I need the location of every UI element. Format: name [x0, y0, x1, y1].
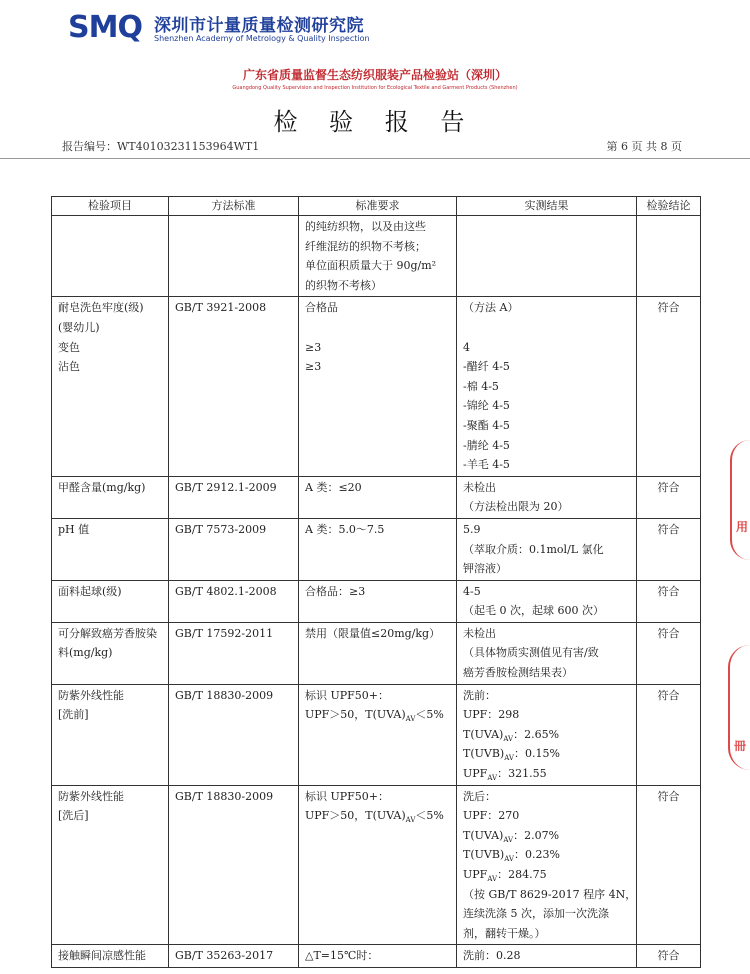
seal-stamp	[730, 440, 750, 560]
cell-conclusion: 符合	[637, 785, 701, 945]
result-line: 4-5	[463, 584, 481, 598]
table-header-row	[52, 197, 701, 216]
cell-method: GB/T 3921-2008	[169, 297, 299, 476]
item-line: 接触瞬间凉感性能	[58, 949, 146, 963]
result-line: $T(UVA)_{AV}$：2.07%	[463, 828, 560, 844]
header-result: 实测结果	[457, 197, 637, 216]
table-row	[52, 476, 701, 518]
result-line: 未检出	[463, 480, 496, 494]
result-line: 未检出	[463, 626, 496, 640]
requirement-line: 标识 UPF50+：	[305, 688, 390, 702]
station-name-cn: 广东省质量监督生态纺织服装产品检验站（深圳）	[242, 68, 507, 82]
cell-requirement	[299, 216, 457, 297]
cell-item	[52, 297, 169, 476]
item-line: 防紫外线性能	[58, 688, 124, 702]
cell-conclusion: 符合	[637, 297, 701, 476]
item-line: [洗后]	[58, 809, 89, 823]
result-line: -羊毛 4-5	[463, 458, 510, 472]
cell-conclusion: 符合	[637, 476, 701, 518]
seal-text: 冊	[734, 739, 747, 753]
result-line: -棉 4-5	[463, 379, 499, 393]
result-line: （方法检出限为 20）	[463, 500, 569, 514]
cell-item	[52, 518, 169, 580]
cell-item	[52, 785, 169, 945]
result-line	[463, 318, 630, 338]
report-number: 报告编号：WT40103231153964WT1	[62, 140, 260, 153]
cell-requirement	[299, 297, 457, 476]
requirement-line: ≥3	[305, 340, 322, 354]
cell-method: GB/T 35263-2017	[169, 945, 299, 968]
result-line: $T(UVB)_{AV}$：0.15%	[463, 747, 560, 763]
result-line: 洗后：	[463, 789, 496, 803]
report-title: 检 验 报 告	[273, 108, 477, 136]
cell-result	[457, 580, 637, 622]
cell-requirement	[299, 684, 457, 785]
item-line: 变色	[58, 340, 80, 354]
header-conclusion: 检验结论	[637, 197, 701, 216]
seal-stamp	[728, 645, 750, 770]
item-line: 可分解致癌芳香胺染	[58, 626, 157, 640]
result-line: 洗前：	[463, 688, 496, 702]
result-line: 4	[463, 340, 470, 354]
cell-item	[52, 476, 169, 518]
table-row	[52, 622, 701, 684]
cell-method	[169, 216, 299, 297]
org-name-cn: 深圳市计量质量检测研究院	[154, 16, 364, 36]
table-row	[52, 216, 701, 297]
cell-requirement	[299, 785, 457, 945]
item-line: pH 值	[58, 522, 90, 536]
cell-item	[52, 216, 169, 297]
item-line: 料(mg/kg)	[58, 646, 113, 660]
header-divider	[0, 158, 750, 159]
header-method: 方法标准	[169, 197, 299, 216]
result-line: UPF：270	[463, 809, 520, 823]
requirement-line: 合格品	[305, 301, 338, 315]
item-line: (婴幼儿)	[58, 320, 100, 334]
requirement-line: UPF＞50，$T(UVA)_{AV}<5\%$	[305, 708, 444, 724]
result-line: $T(UVA)_{AV}$：2.65%	[463, 727, 560, 744]
table-row	[52, 785, 701, 945]
requirement-line: 的纯纺织物，以及由这些	[305, 220, 426, 233]
cell-result	[457, 622, 637, 684]
table-row	[52, 518, 701, 580]
table-row	[52, 297, 701, 476]
cell-method: GB/T 17592-2011	[169, 622, 299, 684]
inspection-table	[51, 196, 701, 968]
cell-item	[52, 580, 169, 622]
result-line: （方法 A）	[463, 301, 519, 315]
result-line: -聚酯 4-5	[463, 418, 510, 432]
requirement-line: A 类：≤20	[305, 480, 362, 494]
cell-result	[457, 785, 637, 945]
item-line: 甲醛含量(mg/kg)	[58, 480, 146, 494]
result-line: $T(UVB)_{AV}$：0.23%	[463, 848, 560, 864]
item-line: 防紫外线性能	[58, 789, 124, 803]
seal-text: 用	[736, 520, 749, 534]
requirement-line: A 类：5.0～7.5	[305, 522, 385, 536]
result-line: 连续洗涤 5 次，添加一次洗涤	[463, 907, 609, 921]
cell-result	[457, 216, 637, 297]
cell-method: GB/T 18830-2009	[169, 785, 299, 945]
item-line: 面料起球(级)	[58, 584, 122, 598]
cell-requirement	[299, 518, 457, 580]
result-line: 5.9	[463, 522, 481, 536]
table-body	[52, 216, 701, 968]
smq-logo-mark: SMQ	[68, 10, 142, 45]
result-line: （起毛 0 次，起球 600 次）	[463, 604, 604, 618]
table-row	[52, 580, 701, 622]
header-requirement: 标准要求	[299, 197, 457, 216]
cell-requirement	[299, 476, 457, 518]
cell-item	[52, 945, 169, 968]
requirement-line: 标识 UPF50+：	[305, 789, 390, 803]
cell-result	[457, 684, 637, 785]
requirement-line: 纤维混纺的织物不考核；	[305, 239, 426, 253]
table-row	[52, 684, 701, 785]
result-line: -锦纶 4-5	[463, 399, 510, 413]
requirement-line: △T=15℃时：	[305, 949, 379, 963]
cell-requirement	[299, 945, 457, 968]
cell-requirement	[299, 622, 457, 684]
item-line: 沾色	[58, 360, 80, 374]
requirement-line: 的织物不考核）	[305, 278, 382, 292]
result-line: （萃取介质：0.1mol/L 氯化	[463, 542, 604, 556]
org-name-en: Shenzhen Academy of Metrology & Quality Inspection	[154, 34, 370, 43]
cell-conclusion	[637, 216, 701, 297]
result-line: UPF：298	[463, 708, 520, 722]
requirement-line: 禁用（限量值≤20mg/kg）	[305, 626, 441, 640]
cell-conclusion: 符合	[637, 684, 701, 785]
item-line: 耐皂洗色牢度(级)	[58, 301, 144, 315]
cell-item	[52, 684, 169, 785]
result-line: $UPF_{AV}$：284.75	[463, 868, 547, 884]
cell-result	[457, 297, 637, 476]
result-line: （具体物质实测值见有害/致	[463, 646, 599, 660]
result-line: 钾溶液）	[463, 562, 507, 576]
requirement-line: ≥3	[305, 360, 322, 374]
item-line: [洗前]	[58, 708, 89, 722]
station-name-en: Guangdong Quality Supervision and Inspection Institution for Ecological Textile and Garment Products (Shenzhen)	[232, 85, 518, 91]
cell-result	[457, 945, 637, 968]
cell-requirement	[299, 580, 457, 622]
cell-item	[52, 622, 169, 684]
result-line: 癌芳香胺检测结果表）	[463, 666, 573, 680]
cell-method: GB/T 4802.1-2008	[169, 580, 299, 622]
cell-method: GB/T 2912.1-2009	[169, 476, 299, 518]
requirement-line	[305, 318, 450, 338]
result-line: -醋纤 4-5	[463, 360, 510, 374]
header-item: 检验项目	[52, 197, 169, 216]
result-line: 洗前：0.28	[463, 949, 521, 963]
page-indicator: 第 6 页 共 8 页	[606, 140, 682, 153]
result-line: $UPF_{AV}$：321.55	[463, 767, 547, 783]
cell-result	[457, 476, 637, 518]
result-line: -腈纶 4-5	[463, 438, 510, 452]
org-logo	[68, 8, 398, 50]
cell-method: GB/T 18830-2009	[169, 684, 299, 785]
cell-conclusion: 符合	[637, 622, 701, 684]
cell-conclusion: 符合	[637, 945, 701, 968]
cell-method: GB/T 7573-2009	[169, 518, 299, 580]
cell-conclusion: 符合	[637, 580, 701, 622]
requirement-line: 合格品：≥3	[305, 584, 366, 598]
cell-conclusion: 符合	[637, 518, 701, 580]
result-line: （按 GB/T 8629-2017 程序 4N，	[463, 887, 637, 901]
table-row	[52, 945, 701, 968]
cell-result	[457, 518, 637, 580]
result-line: 剂，翻转干燥。）	[463, 926, 546, 940]
requirement-line: UPF＞50，$T(UVA)_{AV}<5\%$	[305, 809, 444, 825]
requirement-line: 单位面积质量大于 90g/m²	[305, 259, 437, 273]
